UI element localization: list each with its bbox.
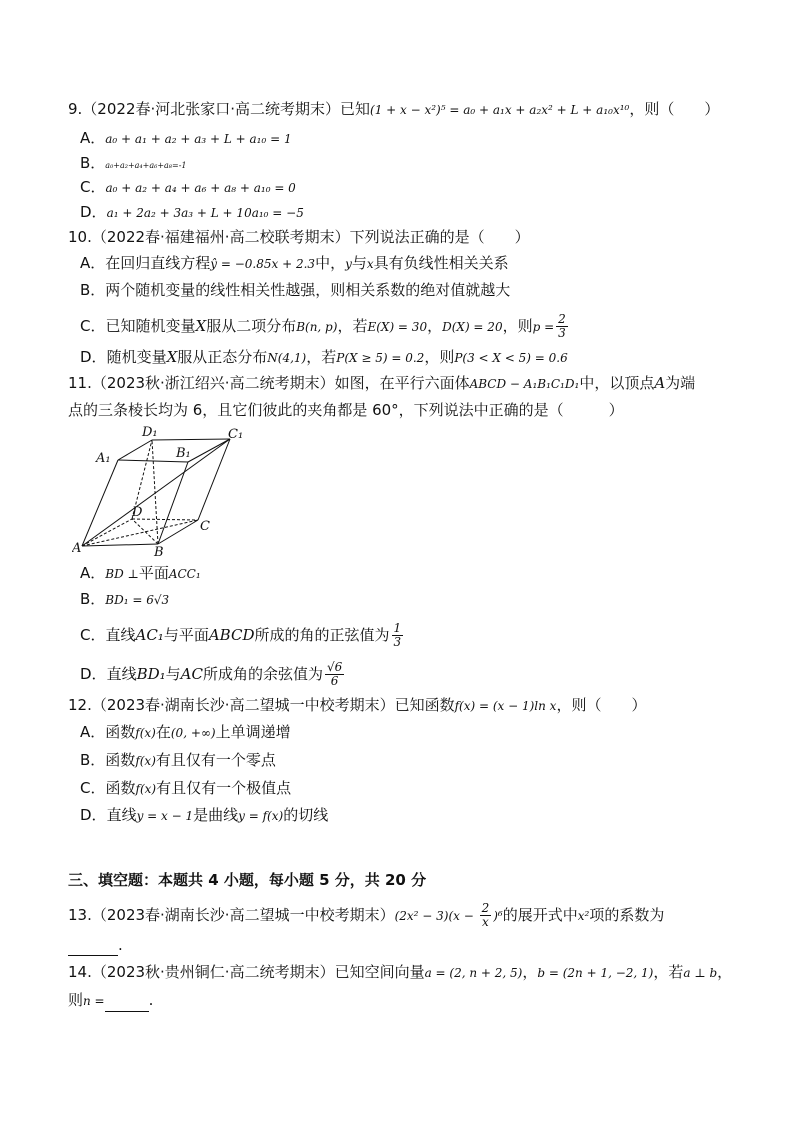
option-math: E(X) = 30 xyxy=(367,320,428,334)
option-math: a₀+a₂+a₄+a₆+a₈=-1 xyxy=(105,161,187,170)
option-text: 是曲线 xyxy=(193,806,239,824)
vertex-label-d1: D₁ xyxy=(142,425,158,440)
q13-answer-blank[interactable] xyxy=(68,941,118,956)
option-math: x xyxy=(366,257,374,271)
fraction xyxy=(556,313,568,340)
vertex-label-c1: C₁ xyxy=(228,427,244,442)
option-text: 所成的角的正弦值为 xyxy=(254,626,390,644)
q9-tail: ，则（ ） xyxy=(629,100,720,118)
option-math: X xyxy=(195,317,207,335)
fraction xyxy=(392,622,404,649)
q12-option-a xyxy=(80,721,291,744)
q13-answer-line xyxy=(68,934,123,956)
stem-math: ABCD − A₁B₁C₁D₁ xyxy=(469,377,580,391)
stem-text: ， xyxy=(717,963,733,981)
option-text: 随机变量 xyxy=(106,348,167,366)
stem-math: )⁶ xyxy=(493,909,503,923)
option-math: P(3 < X < 5) = 0.6 xyxy=(454,351,568,365)
q9-option-d xyxy=(80,201,304,224)
edge-bd xyxy=(132,519,158,544)
option-text: 函数 xyxy=(105,779,136,797)
option-math: ABCD xyxy=(208,626,255,644)
option-letter: D． xyxy=(80,806,107,824)
option-math: D(X) = 20 xyxy=(442,320,503,334)
option-letter: C． xyxy=(80,178,106,196)
option-math: (0, +∞) xyxy=(170,726,216,740)
fraction-numerator: 2 xyxy=(558,312,566,326)
option-letter: B． xyxy=(80,590,106,608)
option-letter: C． xyxy=(80,626,106,644)
option-math: f(x) xyxy=(135,754,156,768)
q12-stem xyxy=(68,694,646,717)
parallelepiped-diagram xyxy=(72,424,252,556)
option-letter: A． xyxy=(80,723,106,741)
option-math: y = f(x) xyxy=(238,809,284,823)
q9-option-b xyxy=(80,152,187,177)
option-text: 直线 xyxy=(106,806,137,824)
option-math: P(X ≥ 5) = 0.2 xyxy=(336,351,425,365)
option-math: p = xyxy=(532,320,555,334)
option-text: 与平面 xyxy=(163,626,209,644)
stem-text: . xyxy=(118,936,123,954)
option-math: ŷ = −0.85x + 2.3 xyxy=(210,257,316,271)
option-math: a₀ + a₂ + a₄ + a₆ + a₈ + a₁₀ = 0 xyxy=(105,181,296,195)
edge-ab xyxy=(82,544,158,546)
stem-text: ， xyxy=(522,963,538,981)
option-math: N(4,1) xyxy=(267,351,307,365)
option-letter: B． xyxy=(80,281,106,299)
option-math: AC xyxy=(180,665,203,683)
option-math: y xyxy=(345,257,352,271)
stem-math: a ⊥ b xyxy=(683,966,718,980)
option-text: ，则 xyxy=(502,317,533,335)
edge-bb1 xyxy=(158,462,188,544)
option-text: ，若 xyxy=(306,348,337,366)
q12-option-c xyxy=(80,777,291,800)
option-text: 服从正态分布 xyxy=(177,348,268,366)
q14-answer-blank[interactable] xyxy=(105,997,149,1012)
q10-stem: 10.（2022春·福建福州·高二校联考期末）下列说法正确的是（ ） xyxy=(68,228,530,246)
option-letter: A． xyxy=(80,129,106,147)
edge-ad xyxy=(82,519,132,546)
stem-math: (2x² − 3)(x − xyxy=(394,909,478,923)
q9-stem xyxy=(68,98,719,121)
q9-option-c xyxy=(80,176,296,199)
option-letter: C． xyxy=(80,317,106,335)
option-text: 函数 xyxy=(105,751,136,769)
fraction xyxy=(480,902,492,929)
fraction-denominator: 6 xyxy=(330,674,339,688)
q14-stem xyxy=(68,961,732,984)
option-text: 两个随机变量的线性相关性越强，则相关系数的绝对值就越大 xyxy=(105,281,511,299)
stem-math: f(x) = (x − 1)ln x xyxy=(454,699,557,713)
edge-d1c1 xyxy=(152,439,230,440)
option-text: 上单调递增 xyxy=(215,723,291,741)
vertex-label-b: B xyxy=(154,545,164,556)
option-math: BD ⊥ xyxy=(105,567,139,581)
fraction-denominator: 3 xyxy=(393,635,402,649)
option-letter: D． xyxy=(80,665,107,683)
stem-text: 为端 xyxy=(665,374,696,392)
option-math: AC₁ xyxy=(135,626,164,644)
vertex-label-d: D xyxy=(132,505,143,520)
fraction-denominator: 3 xyxy=(558,326,566,340)
edge-b1c1 xyxy=(188,439,230,462)
q13-stem xyxy=(68,902,664,929)
option-text: 中， xyxy=(315,254,346,272)
q10-option-d xyxy=(80,346,568,369)
q9-option-a xyxy=(80,127,292,150)
section-title: 三、填空题：本题共 4 小题，每小题 5 分，共 20 分 xyxy=(68,871,427,889)
parallelepiped-figure xyxy=(72,424,252,556)
option-text: 平面 xyxy=(138,564,169,582)
stem-text: ，则（ ） xyxy=(556,696,647,714)
option-letter: D． xyxy=(80,348,107,366)
option-text: 与 xyxy=(165,665,181,683)
fraction xyxy=(325,661,344,688)
stem-math: x² xyxy=(577,909,590,923)
q11-option-b xyxy=(80,588,169,611)
q9-expression: (1 + x − x²)⁵ = a₀ + a₁x + a₂x² + L + a₁₀x¹⁰ xyxy=(370,103,630,117)
vertex-label-a1: A₁ xyxy=(96,451,111,466)
option-text: ，若 xyxy=(337,317,368,335)
option-text: 的切线 xyxy=(283,806,329,824)
vertex-label-c: C xyxy=(200,519,210,534)
option-math: a₀ + a₁ + a₂ + a₃ + L + a₁₀ = 1 xyxy=(105,132,292,146)
stem-text: 的展开式中 xyxy=(502,906,578,924)
option-text: 所成角的余弦值为 xyxy=(202,665,323,683)
option-text: 已知随机变量 xyxy=(105,317,196,335)
q9-stem-text: 9.（2022春·河北张家口·高二统考期末）已知 xyxy=(68,100,371,118)
q12-option-b xyxy=(80,749,276,772)
fraction-numerator: 2 xyxy=(481,901,490,915)
vertex-label-a: A xyxy=(72,541,82,556)
option-math: ACC₁ xyxy=(168,567,201,581)
option-math: f(x) xyxy=(135,782,157,796)
q12-option-d xyxy=(80,804,328,827)
stem-text: 14.（2023秋·贵州铜仁·高二统考期末）已知空间向量 xyxy=(68,963,425,981)
stem-text: . xyxy=(148,991,154,1009)
option-math: y = x − 1 xyxy=(136,809,194,823)
fraction-denominator: x xyxy=(482,915,489,929)
stem-text: ，若 xyxy=(653,963,684,981)
option-text: 在回归直线方程 xyxy=(105,254,211,272)
stem-text: 12.（2023春·湖南长沙·高二望城一中校考期末）已知函数 xyxy=(68,696,455,714)
edge-bc xyxy=(158,520,198,544)
vertex-label-b1: B₁ xyxy=(176,446,191,461)
fraction-numerator: √6 xyxy=(326,660,343,674)
option-text: 直线 xyxy=(106,665,137,683)
option-letter: D． xyxy=(80,203,107,221)
q11-option-d xyxy=(80,661,346,688)
option-math: a₁ + 2a₂ + 3a₃ + L + 10a₁₀ = −5 xyxy=(106,206,304,220)
stem-math: A xyxy=(654,374,666,392)
q11-stem-line2: 点的三条棱长均为 6，且它们彼此的夹角都是 60°，下列说法中正确的是（ ） xyxy=(68,401,624,419)
q11-option-c xyxy=(80,622,405,649)
option-text: 有且仅有一个零点 xyxy=(155,751,276,769)
stem-math: n = xyxy=(83,994,105,1008)
q10-option-a xyxy=(80,252,509,275)
option-math: f(x) xyxy=(135,726,156,740)
option-letter: B． xyxy=(80,751,106,769)
stem-text: 则 xyxy=(68,991,84,1009)
option-math: X xyxy=(166,348,178,366)
stem-math: b = (2n + 1, −2, 1) xyxy=(537,966,654,980)
option-text: 在 xyxy=(155,723,171,741)
q10-option-c xyxy=(80,313,570,340)
stem-text: 13.（2023春·湖南长沙·高二望城一中校考期末） xyxy=(68,906,395,924)
stem-text: 11.（2023秋·浙江绍兴·高二统考期末）如图，在平行六面体 xyxy=(68,374,470,392)
option-letter: C． xyxy=(80,779,106,797)
q10-option-b xyxy=(80,279,510,301)
stem-math: a = (2, n + 2, 5) xyxy=(424,966,523,980)
q11-stem-line1 xyxy=(68,372,695,395)
stem-text: 项的系数为 xyxy=(589,906,665,924)
edge-a1d1 xyxy=(118,440,152,460)
q14-answer-line xyxy=(68,989,153,1012)
option-text: 直线 xyxy=(105,626,136,644)
option-text: ，则 xyxy=(424,348,455,366)
option-text: ， xyxy=(427,317,443,335)
option-math: BD₁ xyxy=(136,665,166,683)
option-text: 函数 xyxy=(105,723,136,741)
option-text: 服从二项分布 xyxy=(206,317,297,335)
stem-text: 中，以顶点 xyxy=(579,374,655,392)
fraction-numerator: 1 xyxy=(393,621,402,635)
option-text: 有且仅有一个极值点 xyxy=(156,779,292,797)
option-letter: A． xyxy=(80,564,106,582)
option-text: 具有负线性相关关系 xyxy=(373,254,509,272)
option-math: B(n, p) xyxy=(296,320,338,334)
q11-option-a xyxy=(80,562,201,585)
option-text: 与 xyxy=(351,254,367,272)
option-letter: B． xyxy=(80,154,106,172)
option-math: BD₁ = 6√3 xyxy=(105,593,170,607)
option-letter: A． xyxy=(80,254,106,272)
